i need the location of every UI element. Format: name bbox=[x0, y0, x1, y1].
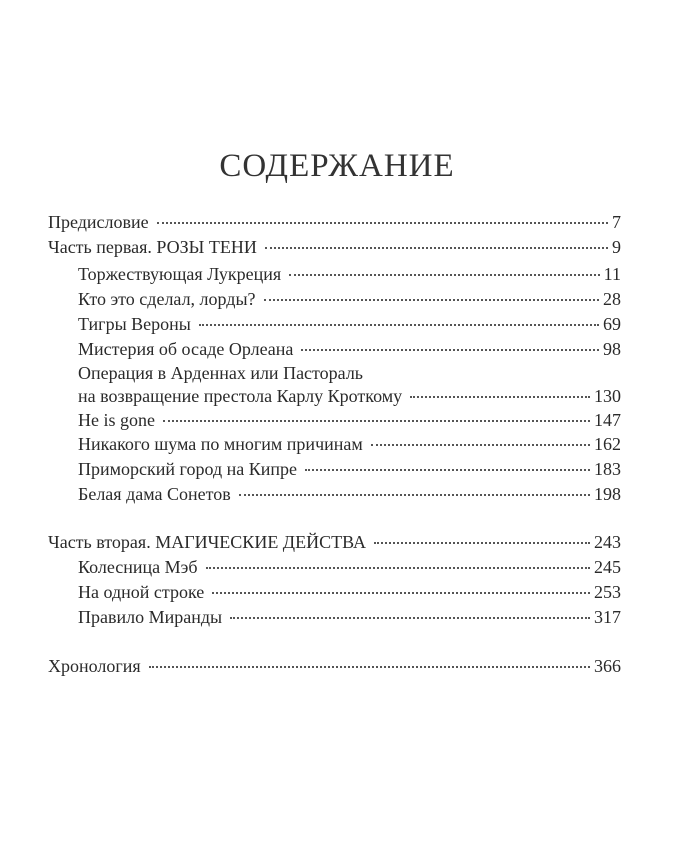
dot-leader bbox=[301, 348, 599, 351]
toc-entry-label: Торжествующая Лукреция bbox=[78, 264, 282, 284]
toc-entry bbox=[78, 312, 621, 336]
toc-entry bbox=[78, 457, 621, 481]
toc-entry-label: Кто это сделал, лорды? bbox=[78, 289, 256, 309]
dot-leader bbox=[199, 323, 599, 326]
dot-leader bbox=[239, 493, 590, 496]
toc-entry-multiline-first bbox=[78, 361, 363, 385]
toc-entry bbox=[78, 580, 621, 604]
dot-leader bbox=[230, 616, 590, 619]
toc-entry-label: Мистерия об осаде Орлеана bbox=[78, 339, 294, 359]
toc-entry-label: Хронология bbox=[48, 656, 141, 676]
toc-entry-label: Правило Миранды bbox=[78, 607, 223, 627]
toc-entry-page: 317 bbox=[594, 607, 621, 627]
toc-entry-label: Белая дама Сонетов bbox=[78, 484, 231, 504]
toc-entry-label: Операция в Арденнах или Пастораль bbox=[78, 363, 364, 383]
toc-entry-page: 366 bbox=[594, 656, 621, 676]
toc-entry-page: 69 bbox=[603, 314, 621, 334]
toc-entry-label: Никакого шума по многим причинам bbox=[78, 434, 363, 454]
dot-leader bbox=[264, 298, 599, 301]
toc-entry-page: 245 bbox=[594, 557, 621, 577]
page-title: СОДЕРЖАНИЕ bbox=[219, 148, 455, 184]
toc-entry-page: 198 bbox=[594, 484, 621, 504]
dot-leader bbox=[149, 665, 590, 668]
toc-entry bbox=[78, 384, 621, 408]
toc-entry-label: Колесница Мэб bbox=[78, 557, 198, 577]
dot-leader bbox=[212, 591, 590, 594]
toc-entry-chronology bbox=[48, 654, 621, 678]
dot-leader bbox=[289, 273, 600, 276]
toc-entry bbox=[78, 408, 621, 432]
toc-entry-label: Часть первая. РОЗЫ ТЕНИ bbox=[48, 237, 257, 257]
toc-entry bbox=[78, 555, 621, 579]
toc-entry bbox=[78, 262, 621, 286]
toc-entry-label: Приморский город на Кипре bbox=[78, 459, 297, 479]
toc-entry-page: 7 bbox=[612, 212, 621, 232]
dot-leader bbox=[410, 395, 590, 398]
dot-leader bbox=[163, 419, 590, 422]
toc-entry-label: Тигры Вероны bbox=[78, 314, 191, 334]
toc-entry bbox=[78, 605, 621, 629]
toc-entry-preface bbox=[48, 210, 621, 234]
toc-entry-part-two bbox=[48, 530, 621, 554]
toc-entry-page: 183 bbox=[594, 459, 621, 479]
toc-entry-label: Часть вторая. МАГИЧЕСКИЕ ДЕЙСТВА bbox=[48, 532, 366, 552]
dot-leader bbox=[157, 221, 608, 224]
dot-leader bbox=[374, 541, 590, 544]
toc-entry-page: 243 bbox=[594, 532, 621, 552]
toc-entry-page: 253 bbox=[594, 582, 621, 602]
dot-leader bbox=[206, 566, 590, 569]
toc-entry-page: 11 bbox=[603, 264, 621, 284]
toc-entry-page: 28 bbox=[603, 289, 621, 309]
toc-entry-part-one bbox=[48, 235, 621, 259]
toc-entry-page: 147 bbox=[594, 410, 621, 430]
toc-entry-label: на возвращение престола Карлу Кроткому bbox=[78, 386, 403, 406]
toc-entry-page: 9 bbox=[612, 237, 621, 257]
toc-entry bbox=[78, 482, 621, 506]
toc-entry-label: He is gone bbox=[78, 410, 155, 430]
toc-entry-page: 98 bbox=[603, 339, 621, 359]
toc-entry-label: Предисловие bbox=[48, 212, 149, 232]
toc-entry-page: 130 bbox=[594, 386, 621, 406]
toc-entry bbox=[78, 337, 621, 361]
toc-entry-label: На одной строке bbox=[78, 582, 205, 602]
dot-leader bbox=[371, 443, 590, 446]
dot-leader bbox=[265, 246, 608, 249]
toc-entry bbox=[78, 287, 621, 311]
toc-entry-page: 162 bbox=[594, 434, 621, 454]
dot-leader bbox=[305, 468, 590, 471]
toc-entry bbox=[78, 432, 621, 456]
